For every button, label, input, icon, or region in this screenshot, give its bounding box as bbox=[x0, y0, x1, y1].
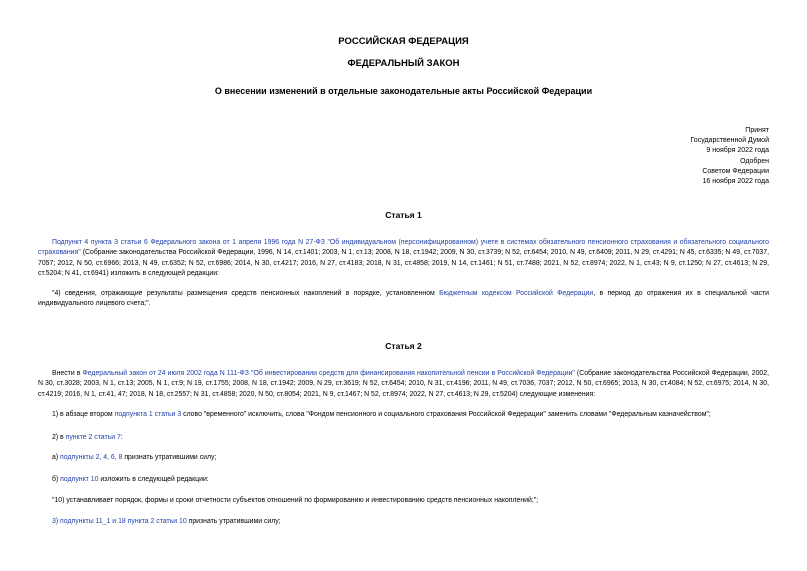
law-type-heading: ФЕДЕРАЛЬНЫЙ ЗАКОН bbox=[347, 58, 460, 69]
approval-line: Одобрен bbox=[740, 157, 769, 165]
article-7-link[interactable]: пункте 2 статьи 7 bbox=[65, 434, 121, 441]
amendment-item-1 bbox=[38, 410, 769, 420]
adoption-block bbox=[690, 126, 769, 187]
amendment-item-3 bbox=[38, 517, 769, 527]
paragraph-text: 1) в абзаце втором bbox=[52, 411, 115, 418]
paragraph-text: изложить в следующей редакции: bbox=[98, 476, 209, 483]
amendment-quote: "10) устанавливает порядок, формы и сроки отчетности субъектов отношений по формированию и инвестированию средств пенсионных накоплений;"; bbox=[52, 497, 539, 504]
article-2-paragraph-1 bbox=[38, 369, 769, 400]
budget-code-link[interactable]: Бюджетным кодексом Российской Федерации bbox=[439, 290, 594, 297]
paragraph-text: признать утратившими силу; bbox=[122, 454, 217, 461]
paragraph-text: (Собрание законодательства Российской Федерации, 2002, N 30, ст.3028; 2003, N 1, ст.13; 2005, N 1, ст.9; N 19, ст.1755; 2008, N 18, ст.1942; 2009, N 29, ст.3619; N 52, ст.6454; 2010, N 31, ст.4196; 2011, N 49, ст.7036, 7037; 2012, N 50, ст.6965; 2013, N 30, ст.4084; N 52, ст.6975; 2014, N 30, ст.4219; 2016, N 1, ст.41, 47; 2018, N 18, ст.2557; N 31, ст.4858; 2020, N 50, ст.8054; 2021, N 9, ст.1467; N 52, ст.8974; 2022, N 27, ст.4613; N 29, ст.5204) следующие изменения: bbox=[38, 370, 769, 398]
adoption-date: 9 ноября 2022 года bbox=[706, 147, 769, 155]
paragraph-text: : bbox=[120, 434, 123, 441]
subitem-10-link[interactable]: подпункт 10 bbox=[60, 476, 99, 483]
amendment-item-a bbox=[38, 453, 769, 463]
paragraph-text: б) bbox=[52, 476, 61, 483]
article-1-heading: Статья 1 bbox=[385, 210, 422, 220]
article-1-paragraph-1 bbox=[38, 238, 769, 279]
law-title: О внесении изменений в отдельные законодательные акты Российской Федерации bbox=[214, 86, 593, 96]
article-3-link[interactable]: подпункта 1 статьи 3 bbox=[114, 411, 182, 418]
federation-heading: РОССИЙСКАЯ ФЕДЕРАЦИЯ bbox=[338, 36, 469, 47]
paragraph-text: (Собрание законодательства Российской Федерации, 1996, N 14, ст.1401; 2003, N 1, ст.13; 2008, N 18, ст.1942; 2009, N 30, ст.3739; N 52, ст.6454; 2010, N 49, ст.6409; 2011, N 29, ст.4291; N 45, ст.6335; N 49, ст.7037, 7057; 2012, N 50, ст.6966; 2013, N 49, ст.6352; N 52, ст.6986; 2014, N 30, ст.4217; 2016, N 27, ст.4183; 2018, N 31, ст.4858; 2019, N 14, ст.1461; N 51, ст.7488; 2021, N 52, ст.8974; 2022, N 1, ст.43; N 9, ст.1250; N 27, ст.4613; N 29, ст.5204; N 41, ст.6941) изложить в следующей редакции: bbox=[38, 249, 769, 277]
paragraph-text: 2) в bbox=[52, 434, 66, 441]
subitems-link[interactable]: подпункты 2, 4, 6, 8 bbox=[60, 454, 123, 461]
approval-date: 16 ноября 2022 года bbox=[702, 178, 769, 186]
paragraph-text: , в период до отражения их в специальной части индивидуального лицевого счета;". bbox=[38, 290, 769, 308]
paragraph-text: признать утратившими силу; bbox=[186, 518, 281, 525]
article-1-paragraph-2 bbox=[38, 289, 769, 310]
law-link[interactable]: Подпункт 4 пункта 3 статьи 6 Федерального закона от 1 апреля 1996 года N 27-ФЗ "Об индивидуальном (персонифицированном) учете в системах обязательного пенсионного страхования и обязательного социального страхования" bbox=[38, 239, 769, 257]
paragraph-text: "4) сведения, отражающие результаты размещения средств пенсионных накоплений в порядке, установленном bbox=[52, 290, 440, 297]
approval-line: Советом Федерации bbox=[702, 167, 769, 175]
paragraph-text: Внести в bbox=[52, 370, 83, 377]
paragraph-text: а) bbox=[52, 454, 61, 461]
adoption-line: Принят bbox=[745, 127, 769, 134]
article-2-heading: Статья 2 bbox=[385, 341, 422, 351]
amendment-item-2 bbox=[38, 433, 769, 443]
amendment-item-b bbox=[38, 475, 769, 485]
paragraph-text: слово "временного" исключить, слова "Фондом пенсионного и социального страхования Российской Федерации" заменить словами "Федеральным казначейством"; bbox=[181, 411, 711, 418]
law-link[interactable]: Федеральный закон от 24 июля 2002 года N 111-ФЗ "Об инвестировании средств для финансирования накопительной пенсии в Российской Федерации" bbox=[82, 370, 575, 377]
adoption-line: Государственной Думой bbox=[690, 137, 769, 145]
article-10-link[interactable]: 3) подпункты 11_1 и 18 пункта 2 статьи 10 bbox=[52, 518, 187, 525]
